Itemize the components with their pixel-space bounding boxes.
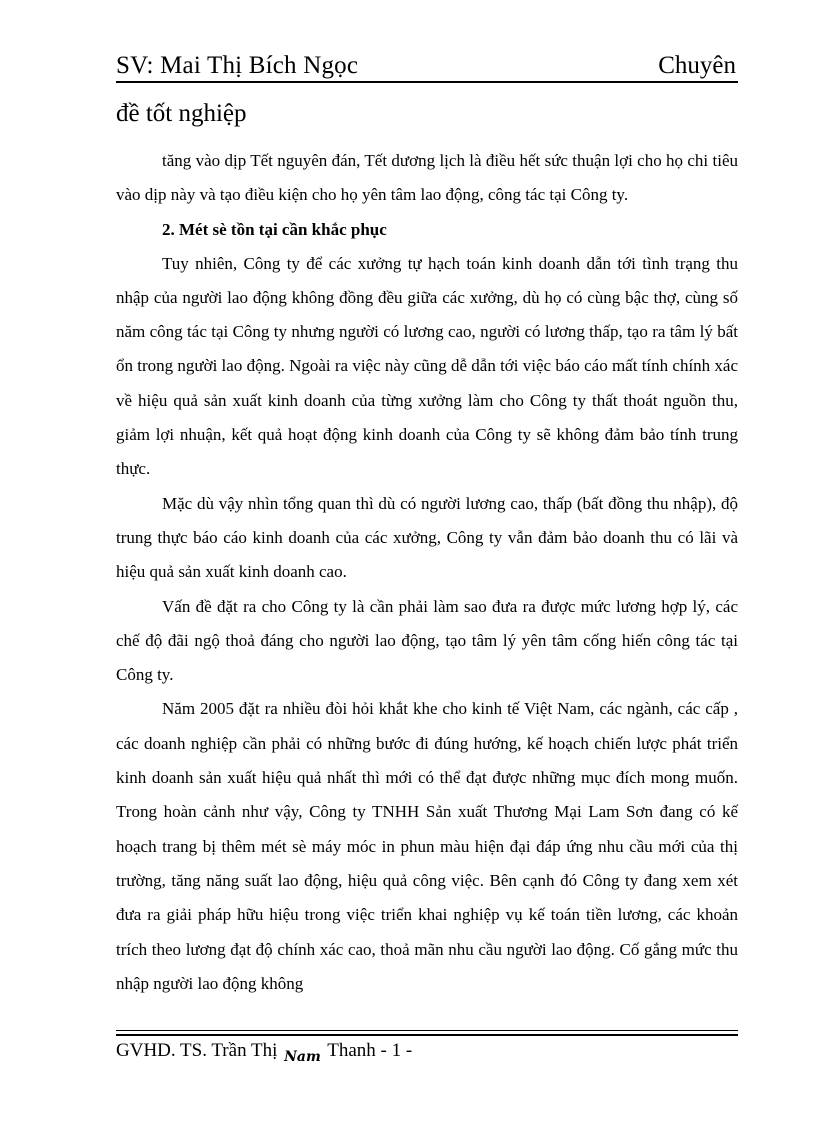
footer-advisor-script: Nam xyxy=(284,1049,321,1065)
footer-advisor xyxy=(116,1040,413,1065)
header-doc-type: Chuyên xyxy=(658,52,736,79)
header-divider xyxy=(116,81,738,83)
section-heading: 2. Mét sè tồn tại cần khắc phục xyxy=(162,219,387,239)
paragraph-1: tăng vào dịp Tết nguyên đán, Tết dương lịch là điều hết sức thuận lợi cho họ chi tiêu vào dịp này và tạo điều kiện cho họ yên tâm lao động, công tác tại Công ty. xyxy=(116,151,738,205)
footer-advisor-prefix: GVHD. TS. Trần Thị xyxy=(116,1040,278,1061)
paragraph-2: Tuy nhiên, Công ty để các xưởng tự hạch toán kinh doanh dẫn tới tình trạng thu nhập của người lao động không đồng đều giữa các xưởng, dù họ có cùng bậc thợ, cùng số năm công tác tại Công ty nhưng người có lương cao, người có lương thấp, tạo ra tâm lý bất ổn trong người lao động. Ngoài ra việc này cũng dễ dẫn tới việc báo cáo mất tính chính xác về hiệu quả sản xuất kinh doanh của từng xưởng làm cho Công ty thất thoát nguồn thu, giảm lợi nhuận, kết quả hoạt động kinh doanh của Công ty sẽ không đảm bảo tính trung thực. xyxy=(116,253,739,479)
footer-advisor-suffix: Thanh xyxy=(327,1040,376,1061)
footer-divider-thick xyxy=(116,1034,738,1036)
page-footer xyxy=(116,1030,738,1070)
footer-page-number: - 1 - xyxy=(380,1040,413,1061)
paragraph-3: Mặc dù vậy nhìn tổng quan thì dù có người lương cao, thấp (bất đồng thu nhập), độ trung thực báo cáo kinh doanh của các xưởng, Công ty vẫn đảm bảo doanh thu có lãi và hiệu quả sản xuất kinh doanh cao. xyxy=(116,493,738,582)
header-student-name: SV: Mai Thị Bích Ngọc xyxy=(116,52,359,79)
paragraph-4: Vấn đề đặt ra cho Công ty là cần phải làm sao đưa ra được mức lương hợp lý, các chế độ đãi ngộ thoả đáng cho người lao động, tạo tâm lý yên tâm cống hiến công tác tại Công ty. xyxy=(116,596,738,685)
page-header xyxy=(116,52,738,86)
footer-divider-thin xyxy=(116,1030,738,1031)
paragraph-5: Năm 2005 đặt ra nhiều đòi hỏi khắt khe cho kinh tế Việt Nam, các ngành, các cấp , các doanh nghiệp cần phải có những bước đi đúng hướng, kế hoạch chiến lược phát triển kinh doanh sản xuất hiệu quả nhất thì mới có thể đạt được những mục đích mong muốn. Trong hoàn cảnh như vậy, Công ty TNHH Sản xuất Thương Mại Lam Sơn đang có kế hoạch trang bị thêm mét sè máy móc in phun màu hiện đại đáp ứng nhu cầu mới của thị trường, tăng năng suất lao động, hiệu quả công việc. Bên cạnh đó Công ty đang xem xét đưa ra giải pháp hữu hiệu trong việc triển khai nghiệp vụ kế toán tiền lương, các khoản trích theo lương đạt độ chính xác cao, thoả mãn nhu cầu người lao động. Cố gắng mức thu nhập người lao động không xyxy=(116,699,738,993)
document-body xyxy=(116,144,738,1001)
header-doc-type-continued: đề tốt nghiệp xyxy=(116,100,247,127)
